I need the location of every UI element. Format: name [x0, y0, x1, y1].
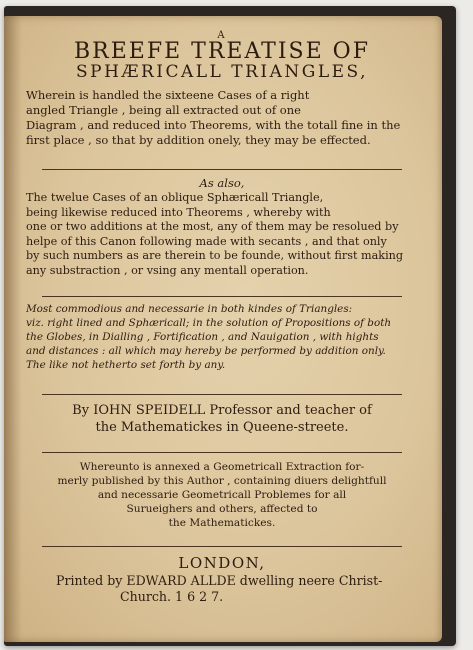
- oblique-line: helpe of this Canon following made with secants , and that only: [26, 234, 387, 248]
- intro-paragraph: [26, 88, 418, 148]
- usage-line: and distances : all which may hereby be performed by addition only.: [26, 345, 386, 357]
- annex-line: Surueighers and others, affected to: [126, 503, 318, 515]
- oblique-paragraph: [26, 191, 418, 278]
- usage-line: viz. right lined and Sphæricall; in the solution of Propositions of both: [26, 317, 392, 329]
- imprint-printer: [26, 573, 418, 605]
- author-line: the Mathematickes in Queene-streete.: [95, 420, 349, 435]
- book-cover: [4, 6, 456, 646]
- also-heading: As also,: [199, 176, 245, 190]
- divider-rule: [42, 546, 402, 547]
- imprint-line: Church. 1 6 2 7.: [120, 589, 224, 604]
- title-main: BREEFE TREATISE OF: [74, 39, 370, 64]
- title-letter: A: [217, 30, 227, 41]
- oblique-line: one or two additions at the most, any of them may be resolued by: [26, 220, 399, 233]
- oblique-line: The twelue Cases of an oblique Sphæricall Triangle,: [26, 191, 324, 204]
- oblique-line: being likewise reduced into Theorems , whereby with: [26, 205, 331, 219]
- divider-rule: [42, 296, 402, 297]
- oblique-line: by such numbers as are therein to be founde, without first making: [26, 249, 404, 262]
- imprint-line: Printed by EDWARD ALLDE dwelling neere Christ-: [56, 573, 383, 588]
- usage-line: The like not hetherto set forth by any.: [26, 359, 226, 371]
- intro-line: angled Triangle , being all extracted out of one: [26, 103, 301, 117]
- annex-line: and necessarie Geometricall Problemes for all: [97, 489, 347, 501]
- author-statement: [26, 402, 418, 436]
- divider-rule: [42, 394, 402, 395]
- usage-paragraph: [26, 302, 418, 372]
- usage-line: the Globes, in Dialling , Fortification , and Nauigation , with hights: [26, 331, 379, 343]
- intro-line: first place , so that by addition onely, they may be effected.: [26, 133, 371, 147]
- oblique-line: any substraction , or vsing any mentall operation.: [26, 263, 309, 277]
- annex-line: merly published by this Author , containing diuers delightfull: [57, 475, 387, 487]
- annex-line: the Mathematickes.: [168, 517, 276, 529]
- divider-rule: [42, 452, 402, 453]
- title-subtitle: SPHÆRICALL TRIANGLES,: [76, 62, 368, 82]
- author-line: By IOHN SPEIDELL Professor and teacher of: [72, 403, 372, 418]
- annex-line: Whereunto is annexed a Geometricall Extraction for-: [79, 461, 365, 473]
- usage-line: Most commodious and necessarie in both kindes of Triangles:: [26, 303, 353, 315]
- intro-line: Diagram , and reduced into Theorems, with the totall fine in the: [26, 118, 401, 132]
- annex-paragraph: [26, 460, 418, 530]
- title-page: [4, 16, 442, 642]
- intro-line: Wherein is handled the sixteene Cases of a right: [26, 88, 310, 102]
- page-gutter: [4, 16, 22, 642]
- divider-rule: [42, 169, 402, 170]
- imprint-place: LONDON,: [178, 554, 266, 572]
